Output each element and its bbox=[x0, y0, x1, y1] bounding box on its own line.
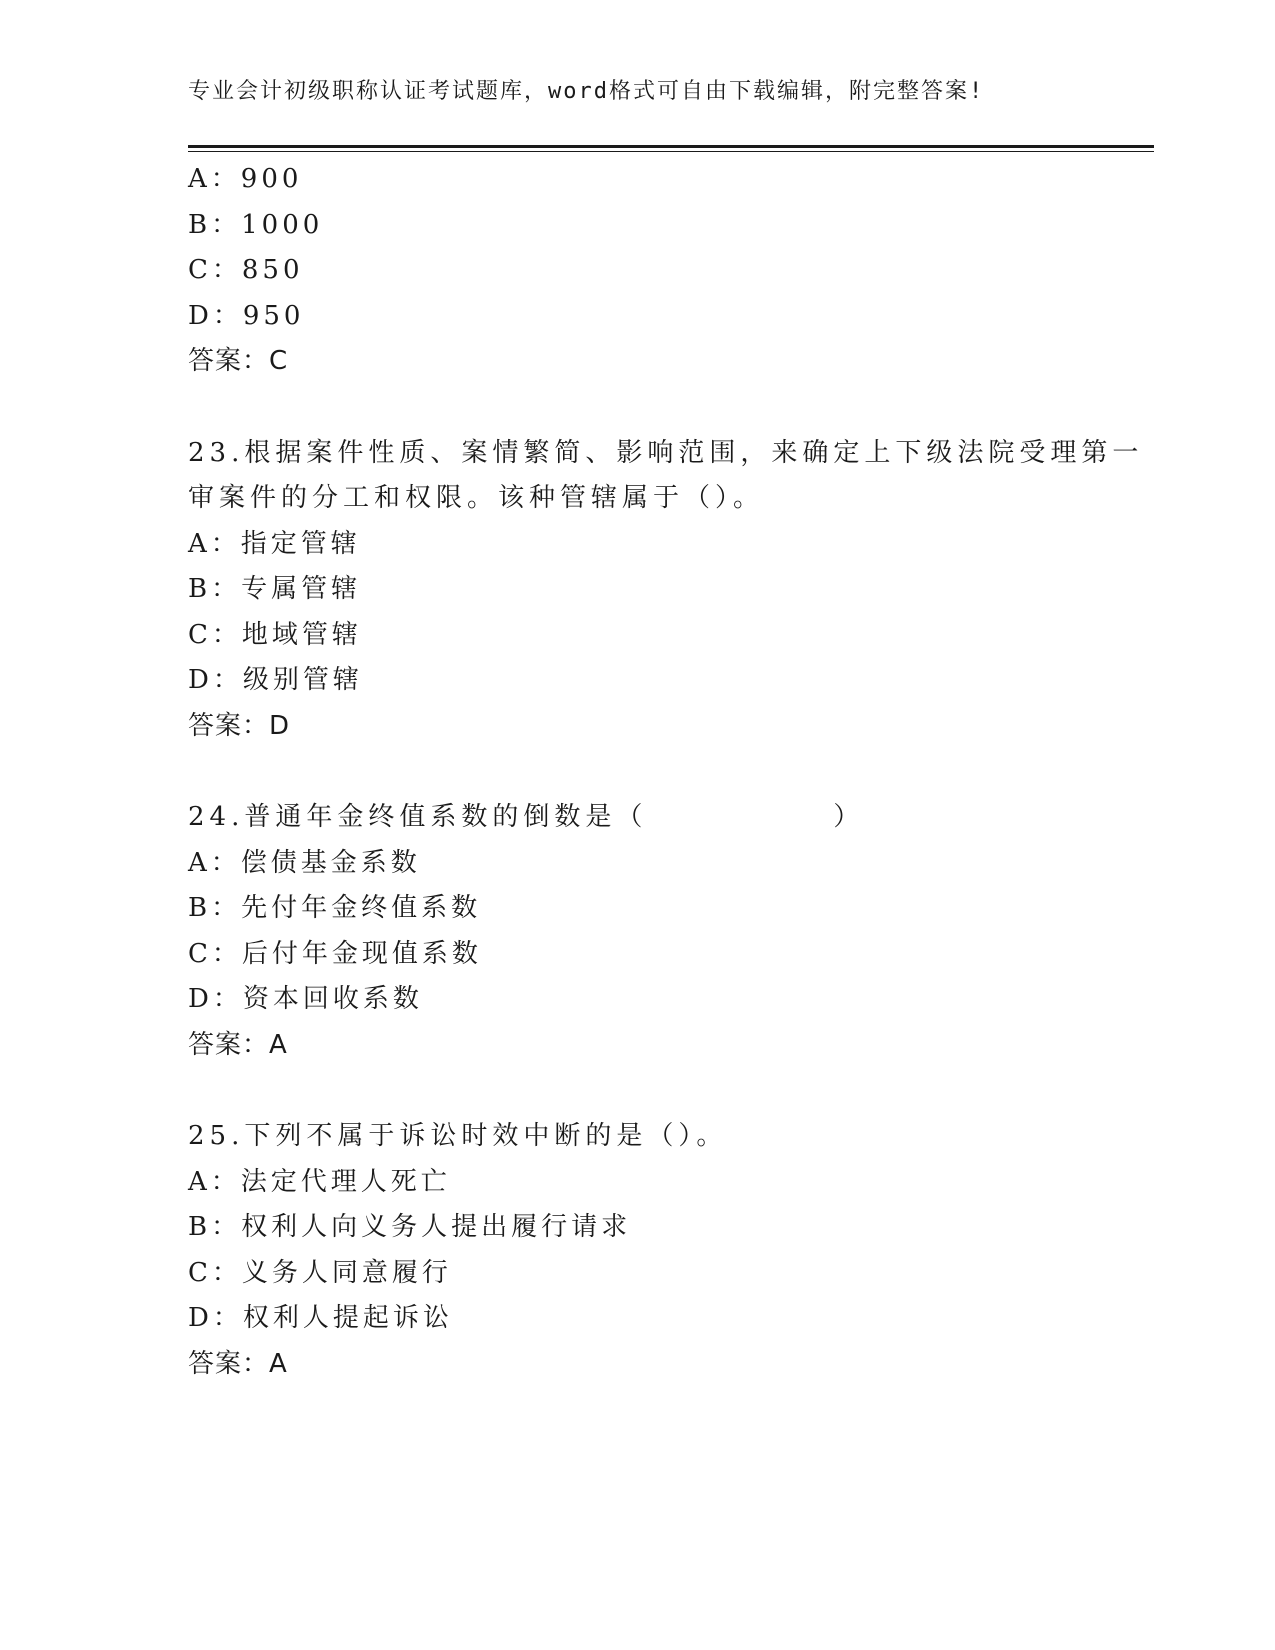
option-a: A：指定管辖 bbox=[188, 528, 361, 559]
answer-line: 答案：A bbox=[188, 1348, 288, 1379]
option-b: B：权利人向义务人提出履行请求 bbox=[188, 1212, 632, 1242]
option-a: A：900 bbox=[188, 164, 303, 194]
option-c: C：850 bbox=[188, 255, 304, 285]
question-text-line: 24.普通年金终值系数的倒数是（ ） bbox=[188, 802, 865, 832]
option-a: A：法定代理人死亡 bbox=[188, 1166, 451, 1197]
question-text-line: 25.下列不属于诉讼时效中断的是（）。 bbox=[188, 1121, 728, 1151]
question-24 bbox=[188, 795, 1148, 1068]
question-text-line: 审案件的分工和权限。该种管辖属于（）。 bbox=[188, 483, 765, 513]
page-header: 专业会计初级职称认证考试题库，word格式可自由下载编辑，附完整答案! bbox=[188, 79, 985, 104]
option-a: A：偿债基金系数 bbox=[188, 847, 421, 878]
option-b: B：专属管辖 bbox=[188, 574, 362, 604]
question-text-line: 23.根据案件性质、案情繁简、影响范围，来确定上下级法院受理第一 bbox=[188, 437, 1144, 468]
option-d: D：950 bbox=[188, 300, 305, 331]
question-23 bbox=[188, 431, 1148, 750]
header-divider-thin bbox=[188, 151, 1154, 152]
option-d: D：资本回收系数 bbox=[188, 984, 423, 1014]
answer-line: 答案：D bbox=[188, 710, 291, 741]
option-c: C：后付年金现值系数 bbox=[188, 938, 482, 969]
option-b: B：先付年金终值系数 bbox=[188, 893, 482, 923]
answer-line: 答案：A bbox=[188, 1029, 288, 1060]
option-c: C：义务人同意履行 bbox=[188, 1257, 452, 1288]
header-divider-thick bbox=[188, 145, 1154, 148]
answer-line: 答案：C bbox=[188, 346, 289, 376]
option-d: D：级别管辖 bbox=[188, 665, 363, 695]
option-c: C：地域管辖 bbox=[188, 619, 362, 650]
option-d: D：权利人提起诉讼 bbox=[188, 1303, 453, 1333]
prev-question-block bbox=[188, 157, 1148, 385]
question-25 bbox=[188, 1114, 1148, 1387]
question-content bbox=[188, 157, 1148, 1387]
option-b: B：1000 bbox=[188, 209, 324, 240]
